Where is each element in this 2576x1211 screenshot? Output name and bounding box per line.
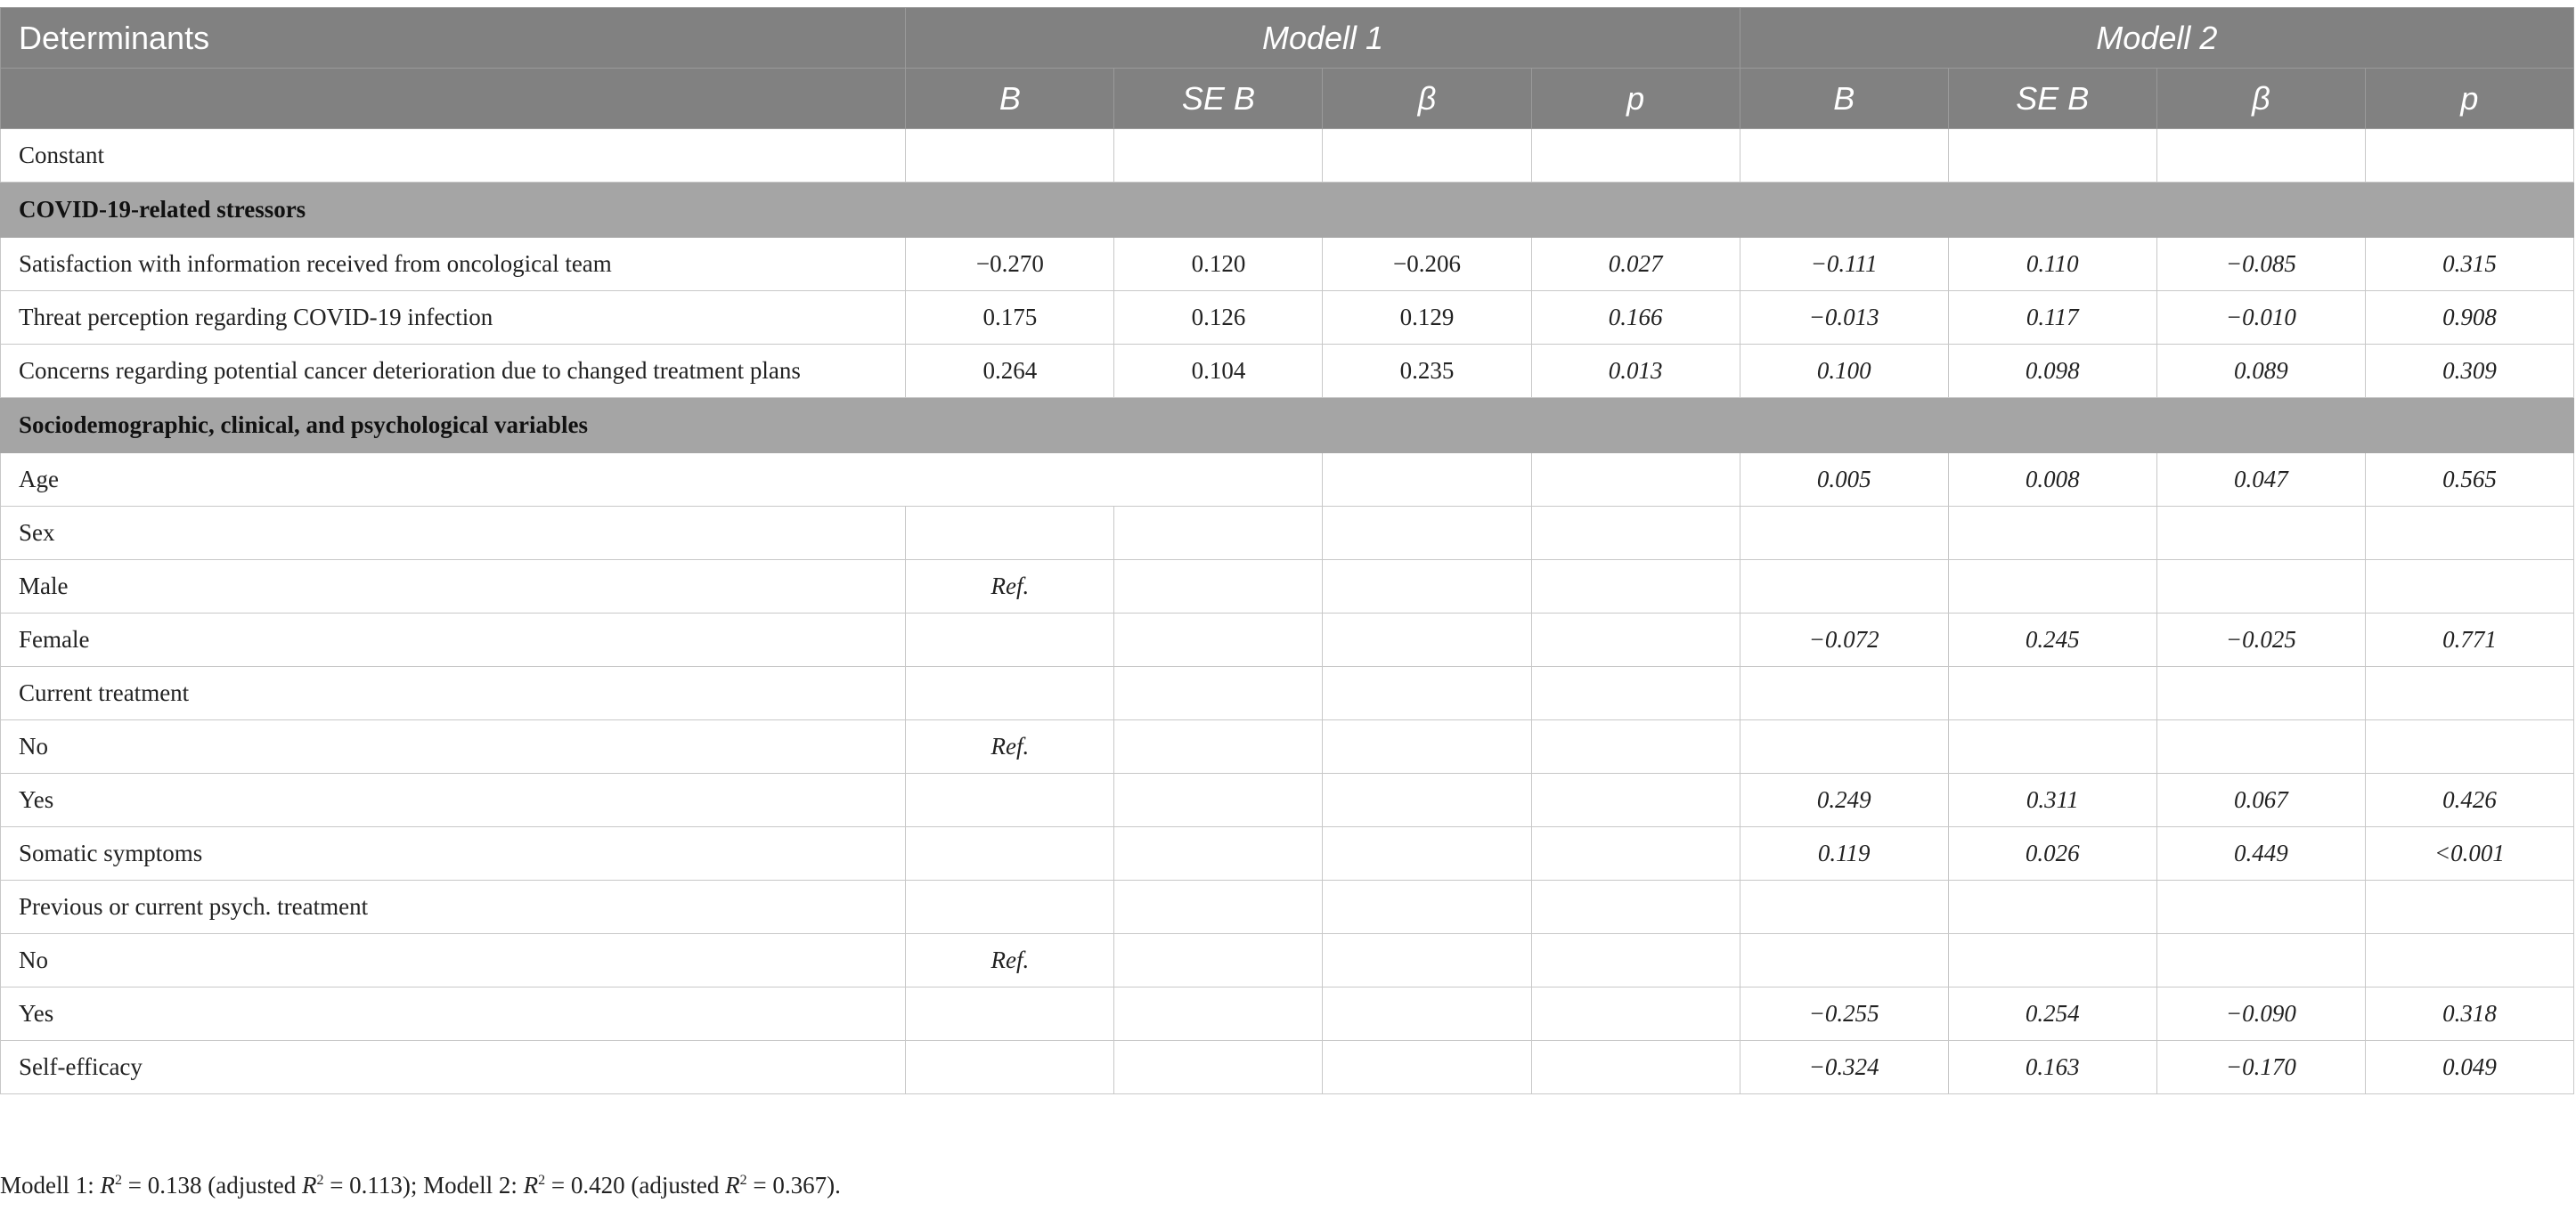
model1-cell: Ref. bbox=[906, 720, 1114, 774]
model2-cell: 0.047 bbox=[2156, 453, 2365, 507]
model2-cell: 0.309 bbox=[2365, 345, 2573, 398]
model2-cell: 0.089 bbox=[2156, 345, 2365, 398]
model2-cell: −0.013 bbox=[1740, 291, 1948, 345]
model2-cell bbox=[2156, 560, 2365, 614]
header-col-p: p bbox=[2365, 69, 2573, 129]
model1-cell bbox=[906, 827, 1114, 881]
model1-cell bbox=[1114, 720, 1323, 774]
header-row-models bbox=[1, 8, 2574, 69]
model2-cell: −0.170 bbox=[2156, 1041, 2365, 1094]
model2-cell: −0.111 bbox=[1740, 238, 1948, 291]
model2-cell bbox=[2365, 934, 2573, 987]
model1-cell bbox=[906, 614, 1114, 667]
model2-cell bbox=[1740, 934, 1948, 987]
model1-cell bbox=[1114, 129, 1323, 183]
model2-cell bbox=[2365, 507, 2573, 560]
section-row bbox=[1, 398, 2574, 453]
model2-cell bbox=[2156, 507, 2365, 560]
model1-cell bbox=[1323, 934, 1531, 987]
table-row bbox=[1, 720, 2574, 774]
row-label: Yes bbox=[1, 987, 906, 1041]
section-row bbox=[1, 183, 2574, 238]
table-row bbox=[1, 291, 2574, 345]
table-row bbox=[1, 1041, 2574, 1094]
table-row bbox=[1, 560, 2574, 614]
header-col-p: p bbox=[1531, 69, 1740, 129]
model1-cell: 0.126 bbox=[1114, 291, 1323, 345]
table-row bbox=[1, 881, 2574, 934]
model2-cell: −0.072 bbox=[1740, 614, 1948, 667]
model2-cell bbox=[2365, 720, 2573, 774]
model2-cell: 0.117 bbox=[1948, 291, 2156, 345]
model2-cell: 0.449 bbox=[2156, 827, 2365, 881]
model2-cell: 0.005 bbox=[1740, 453, 1948, 507]
model1-cell bbox=[1531, 774, 1740, 827]
model2-cell bbox=[1948, 934, 2156, 987]
model1-cell: Ref. bbox=[906, 934, 1114, 987]
model2-cell: −0.255 bbox=[1740, 987, 1948, 1041]
model1-cell bbox=[1114, 934, 1323, 987]
model2-cell: 0.067 bbox=[2156, 774, 2365, 827]
model2-cell bbox=[1948, 129, 2156, 183]
row-label: Self-efficacy bbox=[1, 1041, 906, 1094]
model1-cell bbox=[906, 774, 1114, 827]
row-label: Male bbox=[1, 560, 906, 614]
header-col-se-b: SE B bbox=[1948, 69, 2156, 129]
model1-cell bbox=[1531, 129, 1740, 183]
table-row bbox=[1, 934, 2574, 987]
model2-cell: 0.245 bbox=[1948, 614, 2156, 667]
model1-cell bbox=[906, 129, 1114, 183]
row-label: Age bbox=[1, 453, 1323, 507]
model1-cell bbox=[1323, 453, 1531, 507]
model1-cell bbox=[1323, 1041, 1531, 1094]
model1-cell bbox=[906, 1041, 1114, 1094]
model1-cell: −0.270 bbox=[906, 238, 1114, 291]
model1-cell bbox=[1531, 560, 1740, 614]
model1-cell: −0.206 bbox=[1323, 238, 1531, 291]
model2-cell bbox=[1740, 881, 1948, 934]
model2-cell: 0.318 bbox=[2365, 987, 2573, 1041]
model2-cell bbox=[1740, 507, 1948, 560]
model1-cell: 0.027 bbox=[1531, 238, 1740, 291]
model2-cell: 0.098 bbox=[1948, 345, 2156, 398]
table-row bbox=[1, 345, 2574, 398]
model1-cell bbox=[906, 987, 1114, 1041]
model1-cell bbox=[1323, 614, 1531, 667]
model1-cell bbox=[1531, 1041, 1740, 1094]
model2-cell: <0.001 bbox=[2365, 827, 2573, 881]
model2-cell: 0.565 bbox=[2365, 453, 2573, 507]
header-model1: Modell 1 bbox=[906, 8, 1740, 69]
model1-cell bbox=[1323, 720, 1531, 774]
model1-cell: 0.120 bbox=[1114, 238, 1323, 291]
model2-cell: 0.110 bbox=[1948, 238, 2156, 291]
model2-cell: 0.771 bbox=[2365, 614, 2573, 667]
row-label: No bbox=[1, 934, 906, 987]
model1-cell: 0.235 bbox=[1323, 345, 1531, 398]
row-label: Previous or current psych. treatment bbox=[1, 881, 906, 934]
model1-cell bbox=[1531, 614, 1740, 667]
model1-cell bbox=[1531, 987, 1740, 1041]
row-label: Somatic symptoms bbox=[1, 827, 906, 881]
model1-cell bbox=[1531, 720, 1740, 774]
model2-cell bbox=[2365, 667, 2573, 720]
model2-cell bbox=[1740, 560, 1948, 614]
model1-cell bbox=[1114, 560, 1323, 614]
model1-cell bbox=[1114, 507, 1323, 560]
model1-cell bbox=[1114, 774, 1323, 827]
table-row bbox=[1, 129, 2574, 183]
table-row bbox=[1, 827, 2574, 881]
model2-cell bbox=[1948, 560, 2156, 614]
model1-cell bbox=[1323, 774, 1531, 827]
row-label: Satisfaction with information received from oncological team bbox=[1, 238, 906, 291]
table-row bbox=[1, 987, 2574, 1041]
header-determinants: Determinants bbox=[1, 8, 906, 69]
model1-cell bbox=[1323, 129, 1531, 183]
model2-cell bbox=[1740, 129, 1948, 183]
model2-cell: 0.315 bbox=[2365, 238, 2573, 291]
model1-cell: 0.104 bbox=[1114, 345, 1323, 398]
model2-cell: −0.010 bbox=[2156, 291, 2365, 345]
model2-cell bbox=[2156, 667, 2365, 720]
model1-cell: 0.175 bbox=[906, 291, 1114, 345]
model2-cell: 0.008 bbox=[1948, 453, 2156, 507]
model1-cell bbox=[1323, 507, 1531, 560]
table-row bbox=[1, 667, 2574, 720]
header-col-b: B bbox=[906, 69, 1114, 129]
model2-cell bbox=[2156, 720, 2365, 774]
header-col-beta: β bbox=[2156, 69, 2365, 129]
section-label: Sociodemographic, clinical, and psychological variables bbox=[1, 398, 2574, 453]
model2-cell bbox=[2365, 560, 2573, 614]
model2-cell bbox=[2156, 934, 2365, 987]
row-label: Current treatment bbox=[1, 667, 906, 720]
header-col-beta: β bbox=[1323, 69, 1531, 129]
model2-cell: −0.324 bbox=[1740, 1041, 1948, 1094]
model2-cell bbox=[1740, 667, 1948, 720]
header-row-columns bbox=[1, 69, 2574, 129]
header-col-se-b: SE B bbox=[1114, 69, 1323, 129]
model2-cell bbox=[1740, 720, 1948, 774]
model1-cell: 0.264 bbox=[906, 345, 1114, 398]
row-label: Sex bbox=[1, 507, 906, 560]
model1-cell bbox=[1323, 667, 1531, 720]
model1-cell bbox=[1323, 881, 1531, 934]
model1-cell bbox=[1531, 507, 1740, 560]
model2-cell bbox=[1948, 881, 2156, 934]
model1-cell bbox=[1531, 881, 1740, 934]
model2-cell bbox=[1948, 507, 2156, 560]
model1-cell bbox=[1114, 667, 1323, 720]
model1-cell bbox=[1114, 987, 1323, 1041]
model1-cell bbox=[1531, 827, 1740, 881]
model1-cell bbox=[1531, 453, 1740, 507]
model2-cell bbox=[1948, 667, 2156, 720]
model1-cell bbox=[906, 507, 1114, 560]
model2-cell: 0.119 bbox=[1740, 827, 1948, 881]
model1-cell bbox=[906, 667, 1114, 720]
model1-cell bbox=[1114, 881, 1323, 934]
row-label: No bbox=[1, 720, 906, 774]
model1-cell bbox=[1114, 614, 1323, 667]
model2-cell bbox=[2156, 129, 2365, 183]
table-row bbox=[1, 774, 2574, 827]
row-label: Constant bbox=[1, 129, 906, 183]
model1-cell bbox=[1323, 987, 1531, 1041]
model2-cell: −0.090 bbox=[2156, 987, 2365, 1041]
model2-cell: 0.254 bbox=[1948, 987, 2156, 1041]
model1-cell bbox=[1323, 827, 1531, 881]
model2-cell: 0.249 bbox=[1740, 774, 1948, 827]
model2-cell bbox=[2365, 881, 2573, 934]
model1-cell: Ref. bbox=[906, 560, 1114, 614]
table-row bbox=[1, 507, 2574, 560]
model1-cell bbox=[1531, 667, 1740, 720]
model1-cell bbox=[1114, 827, 1323, 881]
model1-cell bbox=[906, 881, 1114, 934]
header-empty bbox=[1, 69, 906, 129]
table-footnote: Modell 1: $R^2 = 0.138$ (adjusted $R^2 = 0.113$); Modell 2: $R^2 = 0.420$ (adjusted $R^2 = 0.367$). bbox=[0, 1172, 841, 1199]
model2-cell bbox=[2365, 129, 2573, 183]
model2-cell bbox=[1948, 720, 2156, 774]
model2-cell: 0.426 bbox=[2365, 774, 2573, 827]
model1-cell bbox=[1323, 560, 1531, 614]
model2-cell: 0.049 bbox=[2365, 1041, 2573, 1094]
model2-cell: 0.026 bbox=[1948, 827, 2156, 881]
table-row bbox=[1, 238, 2574, 291]
row-label: Threat perception regarding COVID-19 infection bbox=[1, 291, 906, 345]
model1-cell: 0.013 bbox=[1531, 345, 1740, 398]
row-label: Yes bbox=[1, 774, 906, 827]
model1-cell: 0.129 bbox=[1323, 291, 1531, 345]
row-label: Concerns regarding potential cancer deterioration due to changed treatment plans bbox=[1, 345, 906, 398]
model2-cell: −0.085 bbox=[2156, 238, 2365, 291]
model2-cell: 0.163 bbox=[1948, 1041, 2156, 1094]
model1-cell bbox=[1114, 1041, 1323, 1094]
model2-cell bbox=[2156, 881, 2365, 934]
model1-cell bbox=[1531, 934, 1740, 987]
regression-table bbox=[0, 7, 2574, 1094]
model2-cell: 0.311 bbox=[1948, 774, 2156, 827]
model2-cell: 0.100 bbox=[1740, 345, 1948, 398]
header-model2: Modell 2 bbox=[1740, 8, 2573, 69]
header-col-b: B bbox=[1740, 69, 1948, 129]
model2-cell: −0.025 bbox=[2156, 614, 2365, 667]
section-label: COVID-19-related stressors bbox=[1, 183, 2574, 238]
model1-cell: 0.166 bbox=[1531, 291, 1740, 345]
table-row bbox=[1, 614, 2574, 667]
model2-cell: 0.908 bbox=[2365, 291, 2573, 345]
row-label: Female bbox=[1, 614, 906, 667]
table-row bbox=[1, 453, 2574, 507]
